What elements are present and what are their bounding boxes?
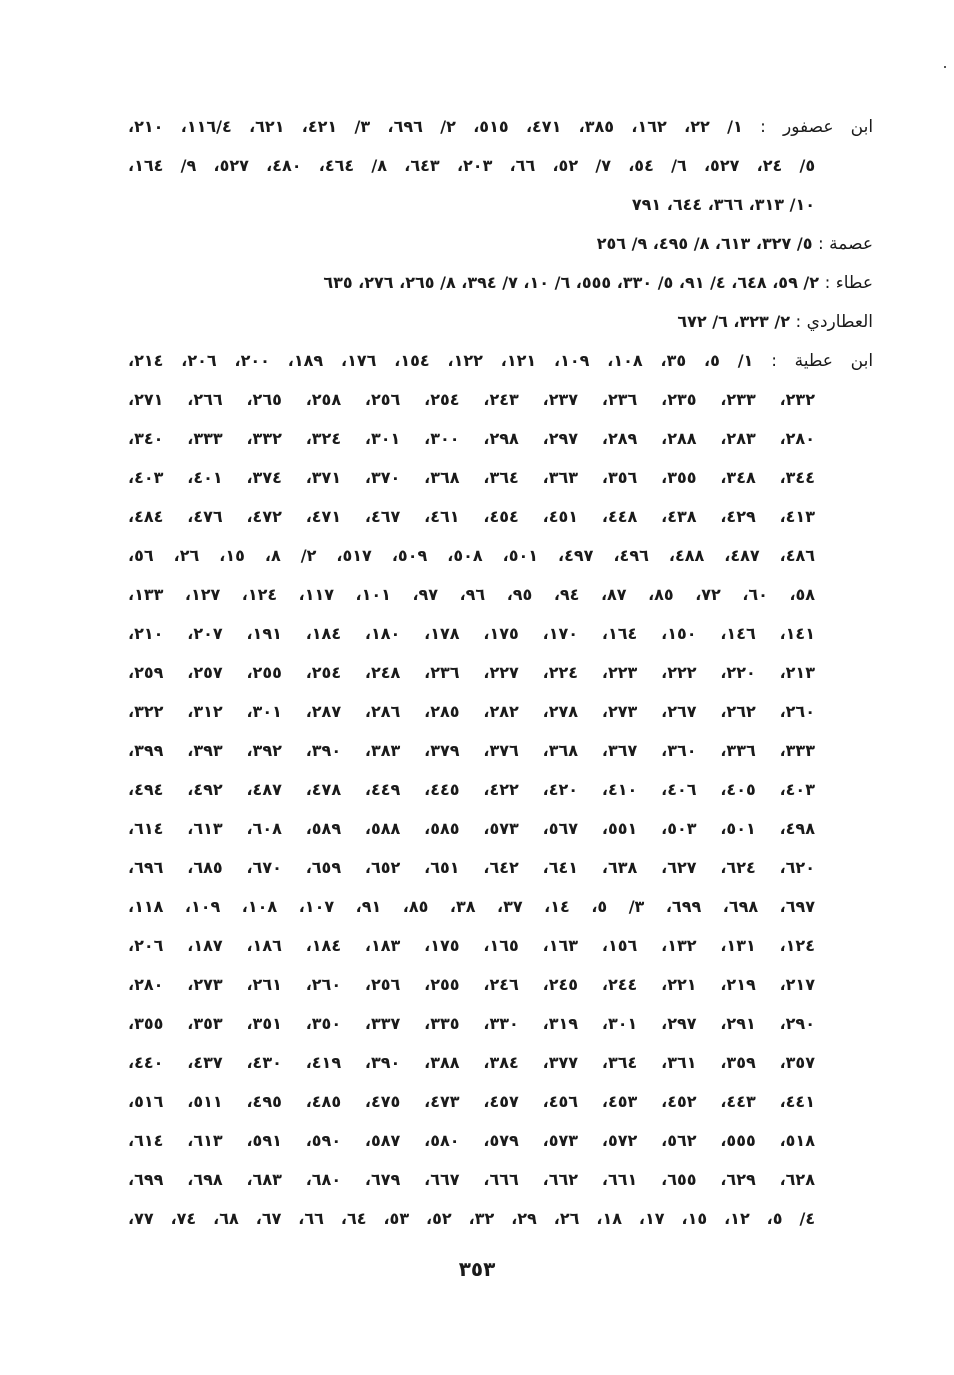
- index-entry-line: [128, 1126, 873, 1165]
- entry-references: ٥٨، ٦٠، ٧٢، ٨٥، ٨٧، ٩٤، ٩٥، ٩٦، ٩٧، ١٠١، ١١٧، ١٢٤، ١٢٧، ١٣٣،: [128, 585, 816, 604]
- index-entry-line: [128, 580, 873, 619]
- index-entry-line: [128, 1165, 873, 1204]
- entry-name: عصمة :: [818, 234, 873, 254]
- entry-references: ٢١٧، ٢١٩، ٢٢١، ٢٤٤، ٢٤٥، ٢٤٦، ٢٥٥، ٢٥٦، ٢٦٠، ٢٦١، ٢٧٣، ٢٨٠،: [128, 975, 815, 994]
- entry-references: ٢/ ٣٢٣، ٦/ ٦٧٢: [677, 312, 790, 331]
- entry-references: ٣٥٧، ٣٥٩، ٣٦١، ٣٦٤، ٣٧٧، ٣٨٤، ٣٨٨، ٣٩٠، ٤١٩، ٤٣٠، ٤٣٧، ٤٤٠،: [128, 1053, 815, 1072]
- index-entry-line: [128, 190, 873, 229]
- index-entry-line: [128, 229, 873, 268]
- index-entry-line: [128, 736, 873, 775]
- index-entry-line: [128, 307, 873, 346]
- entry-references: ٤٨٦، ٤٨٧، ٤٨٨، ٤٩٦، ٤٩٧، ٥٠١، ٥٠٨، ٥٠٩، ٥١٧، ٢/ ٨، ١٥، ٢٦، ٥٦،: [128, 546, 816, 565]
- index-entry-line: [128, 697, 873, 736]
- entry-references: ٦٢٠، ٦٢٤، ٦٢٧، ٦٣٨، ٦٤١، ٦٤٢، ٦٥١، ٦٥٢، ٦٥٩، ٦٧٠، ٦٨٥، ٦٩٦،: [128, 858, 815, 877]
- entry-references: ٢٦٠، ٢٦٢، ٢٦٧، ٢٧٣، ٢٧٨، ٢٨٢، ٢٨٥، ٢٨٦، ٢٨٧، ٣٠١، ٣١٢، ٣٢٢،: [128, 702, 815, 721]
- index-entry-line: [128, 502, 873, 541]
- index-entry-line: [128, 931, 873, 970]
- entry-references: ٢١٣، ٢٢٠، ٢٢٢، ٢٢٣، ٢٢٤، ٢٢٧، ٢٣٦، ٢٤٨، ٢٥٤، ٢٥٥، ٢٥٧، ٢٥٩،: [128, 663, 815, 682]
- index-entry-line: [128, 424, 873, 463]
- index-entry-line: [128, 814, 873, 853]
- page-number: ٣٥٣: [458, 1257, 496, 1281]
- entry-references: ٢٩٠، ٢٩١، ٢٩٧، ٣٠١، ٣١٩، ٣٣٠، ٣٣٥، ٣٣٧، ٣٥٠، ٣٥١، ٣٥٣، ٣٥٥،: [128, 1014, 815, 1033]
- entry-references: ٤٠٣، ٤٠٥، ٤٠٦، ٤١٠، ٤٢٠، ٤٢٢، ٤٤٥، ٤٤٩، ٤٧٨، ٤٨٧، ٤٩٢، ٤٩٤،: [128, 780, 815, 799]
- entry-references: ٢/ ٥٩، ٦٤٨، ٤/ ٩١، ٥/ ٣٣٠، ٥٥٥، ٦/ ١٠، ٧/ ٣٩٤، ٨/ ٢٦٥، ٢٧٦، ٦٣٥: [323, 273, 820, 292]
- entry-references: ٥١٨، ٥٥٥، ٥٦٢، ٥٧٢، ٥٧٣، ٥٧٩، ٥٨٠، ٥٨٧، ٥٩٠، ٥٩١، ٦١٣، ٦١٤،: [128, 1131, 815, 1150]
- index-entry-line: [128, 892, 873, 931]
- index-entry-line: [128, 970, 873, 1009]
- entry-references: ١٠/ ٣١٣، ٣٦٦، ٦٤٤، ٧٩١: [631, 195, 815, 214]
- index-list: [128, 112, 873, 1243]
- entry-references: ٤١٣، ٤٢٩، ٤٣٨، ٤٤٨، ٤٥١، ٤٥٤، ٤٦١، ٤٦٧، ٤٧١، ٤٧٢، ٤٧٦، ٤٨٤،: [128, 507, 815, 526]
- index-entry-line: [128, 619, 873, 658]
- entry-references: ١/ ٢٢، ١٦٢، ٣٨٥، ٤٧١، ٥١٥، ٢/ ٦٩٦، ٣/ ٤٢١، ٦٢١، ١١٦/٤، ٢١٠،: [128, 117, 743, 136]
- index-entry-line: [128, 385, 873, 424]
- entry-references: ١/ ٥، ٣٥، ١٠٨، ١٠٩، ١٢١، ١٢٢، ١٥٤، ١٧٦، ١٨٩، ٢٠٠، ٢٠٦، ٢١٤،: [128, 351, 754, 370]
- entry-name: عطاء :: [824, 273, 873, 293]
- index-entry-line: [128, 268, 873, 307]
- entry-references: ٢٨٠، ٢٨٣، ٢٨٨، ٢٨٩، ٢٩٧، ٢٩٨، ٣٠٠، ٣٠١، ٣٢٤، ٣٣٢، ٣٣٣، ٣٤٠،: [128, 429, 815, 448]
- entry-references: ٥/ ٣٢٧، ٦١٣، ٨/ ٤٩٥، ٩/ ٢٥٦: [596, 234, 813, 253]
- entry-name: ابن عطية :: [771, 351, 873, 371]
- entry-references: ٥/ ٢٤، ٥٢٧، ٦/ ٥٤، ٧/ ٥٢، ٦٦، ٢٠٣، ٦٤٣، ٨/ ٤٦٤، ٤٨٠، ٥٢٧، ٩/ ١٦٤،: [128, 156, 816, 175]
- entry-references: ٣٣٣، ٣٣٦، ٣٦٠، ٣٦٧، ٣٦٨، ٣٧٦، ٣٧٩، ٣٨٣، ٣٩٠، ٣٩٢، ٣٩٣، ٣٩٩،: [128, 741, 815, 760]
- index-entry-line: [128, 1087, 873, 1126]
- scan-speck: [944, 66, 946, 68]
- index-entry-line: [128, 463, 873, 502]
- index-entry-line: [128, 1009, 873, 1048]
- index-entry-line: [128, 151, 873, 190]
- entry-references: ١٢٤، ١٣١، ١٣٢، ١٥٦، ١٦٣، ١٦٥، ١٧٥، ١٨٣، ١٨٤، ١٨٦، ١٨٧، ٢٠٦،: [128, 936, 815, 955]
- entry-references: ٤/ ٥، ١٢، ١٥، ١٧، ١٨، ٢٦، ٢٩، ٣٢، ٥٢، ٥٣، ٦٤، ٦٦، ٦٧، ٦٨، ٧٤، ٧٧،: [128, 1209, 816, 1228]
- entry-references: ١٤١، ١٤٦، ١٥٠، ١٦٤، ١٧٠، ١٧٥، ١٧٨، ١٨٠، ١٨٤، ١٩١، ٢٠٧، ٢١٠،: [128, 624, 815, 643]
- entry-name: ابن عصفور :: [760, 117, 873, 137]
- index-entry-line: [128, 775, 873, 814]
- entry-references: ٤٩٨، ٥٠١، ٥٠٣، ٥٥١، ٥٦٧، ٥٧٣، ٥٨٥، ٥٨٨، ٥٨٩، ٦٠٨، ٦١٣، ٦١٤،: [128, 819, 815, 838]
- entry-references: ٦٢٨، ٦٢٩، ٦٥٥، ٦٦١، ٦٦٢، ٦٦٦، ٦٦٧، ٦٧٩، ٦٨٠، ٦٨٣، ٦٩٨، ٦٩٩،: [128, 1170, 815, 1189]
- index-entry-line: [128, 112, 873, 151]
- entry-references: ٣٤٤، ٣٤٨، ٣٥٥، ٣٥٦، ٣٦٣، ٣٦٤، ٣٦٨، ٣٧٠، ٣٧١، ٣٧٤، ٤٠١، ٤٠٣،: [128, 468, 815, 487]
- index-entry-line: [128, 1204, 873, 1243]
- entry-references: ٢٣٢، ٢٣٣، ٢٣٥، ٢٣٦، ٢٣٧، ٢٤٣، ٢٥٤، ٢٥٦، ٢٥٨، ٢٦٥، ٢٦٦، ٢٧١،: [128, 390, 815, 409]
- entry-name: العطاردي :: [795, 312, 873, 332]
- index-entry-line: [128, 346, 873, 385]
- index-entry-line: [128, 658, 873, 697]
- index-entry-line: [128, 541, 873, 580]
- index-entry-line: [128, 1048, 873, 1087]
- index-entry-line: [128, 853, 873, 892]
- entry-references: ٤٤١، ٤٤٣، ٤٥٢، ٤٥٣، ٤٥٦، ٤٥٧، ٤٧٣، ٤٧٥، ٤٨٥، ٤٩٥، ٥١١، ٥١٦،: [128, 1092, 815, 1111]
- entry-references: ٦٩٧، ٦٩٨، ٦٩٩، ٣/ ٥، ١٤، ٣٧، ٣٨، ٨٥، ٩١، ١٠٧، ١٠٨، ١٠٩، ١١٨،: [128, 897, 816, 916]
